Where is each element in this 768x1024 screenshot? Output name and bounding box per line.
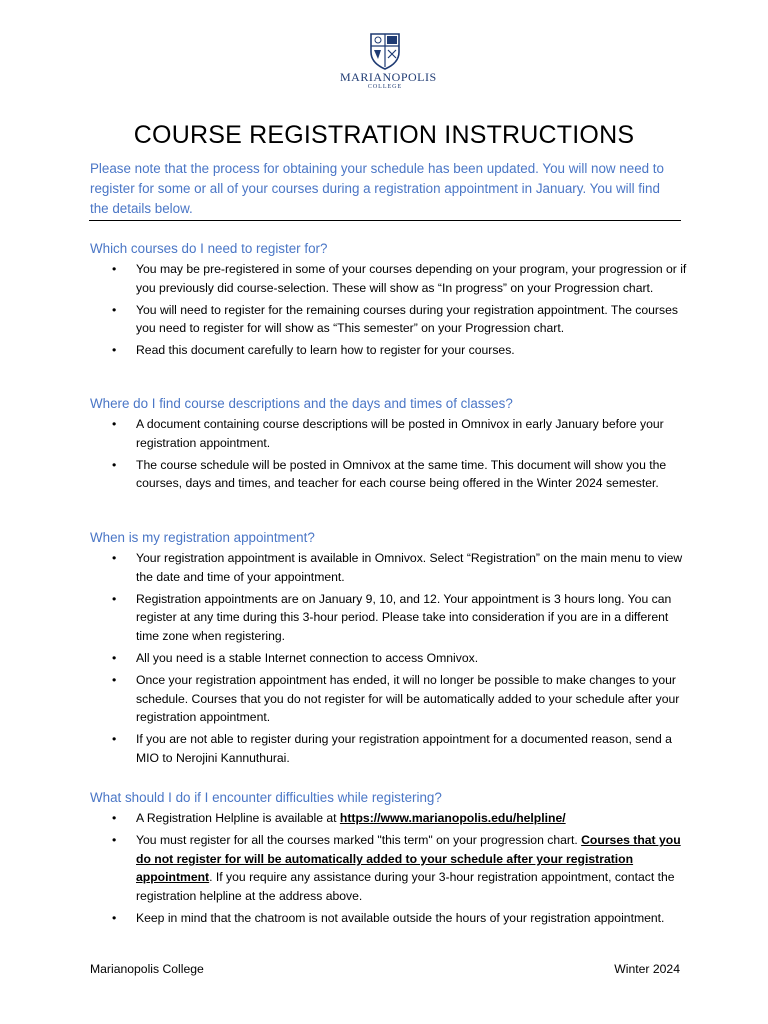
- bullet-icon: •: [112, 262, 117, 276]
- bullet-icon: •: [112, 551, 117, 565]
- intro-paragraph: Please note that the process for obtaining your schedule has been updated. You will now need to register for some or all of your courses during a registration appointment in January. You will find the details below.: [90, 161, 664, 216]
- list-item: [90, 909, 690, 928]
- bullet-text: Keep in mind that the chatroom is not available outside the hours of your registration appointment.: [136, 910, 665, 925]
- list-item: [90, 671, 690, 727]
- list-item: [90, 649, 690, 668]
- bullet-text: Registration appointments are on January 9, 10, and 12. Your appointment is 3 hours long. You can register at any time during this 3-hour period. Please take into consideration if you are in a different time zone when registering.: [136, 591, 672, 643]
- bullet-text: Read this document carefully to learn how to register for your courses.: [136, 343, 515, 358]
- list-item: [90, 260, 690, 297]
- list-item: [90, 831, 690, 905]
- list-item: [90, 415, 690, 452]
- bullet-icon: •: [112, 302, 117, 317]
- bullet-icon: •: [112, 833, 117, 848]
- emphasis-text: Courses that you do not register for will be automatically added to your schedule after your registration appointment: [136, 833, 681, 885]
- bullet-list: [90, 415, 690, 493]
- list-item: [90, 456, 690, 493]
- section-heading: What should I do if I encounter difficulties while registering?: [90, 790, 442, 805]
- bullet-icon: •: [112, 417, 117, 431]
- crest-icon: [368, 32, 402, 70]
- section-heading: Which courses do I need to register for?: [90, 241, 328, 256]
- list-item: [90, 341, 690, 360]
- bullet-text: All you need is a stable Internet connection to access Omnivox.: [136, 650, 479, 665]
- bullet-list: [90, 809, 690, 928]
- logo-wordmark: MARIANOPOLIS: [340, 70, 437, 84]
- bullet-text: Once your registration appointment has ended, it will no longer be possible to make changes to your schedule. Courses that you do not register for will be automatically added to your schedule after your registration appointment.: [136, 673, 680, 725]
- list-item: [90, 590, 690, 646]
- bullet-list: [90, 260, 690, 360]
- college-logo: [340, 32, 437, 96]
- page-title: COURSE REGISTRATION INSTRUCTIONS: [133, 121, 635, 149]
- bullet-icon: •: [112, 343, 117, 358]
- bullet-icon: •: [112, 732, 117, 747]
- bullet-text: The course schedule will be posted in Omnivox at the same time. This document will show you the courses, days and times, and teacher for each course being offered in the Winter 2024 semester.: [136, 457, 667, 491]
- section-registration-appointment: [90, 529, 690, 771]
- list-item: [90, 549, 690, 586]
- bullet-icon: •: [112, 811, 117, 825]
- helpline-link[interactable]: https://www.marianopolis.edu/helpline/: [339, 811, 566, 825]
- bullet-text: A document containing course descriptions will be posted in Omnivox in early January before your registration appointment.: [136, 417, 664, 450]
- bullet-icon: •: [112, 457, 117, 472]
- divider: [89, 220, 681, 221]
- section-course-descriptions: [90, 395, 690, 496]
- bullet-icon: •: [112, 650, 117, 665]
- bullet-icon: •: [112, 673, 117, 688]
- section-heading: When is my registration appointment?: [90, 530, 315, 545]
- section-heading: Where do I find course descriptions and the days and times of classes?: [90, 396, 513, 411]
- logo-subtitle: COLLEGE: [367, 84, 403, 90]
- bullet-text: If you are not able to register during your registration appointment for a documented reason, send a MIO to Nerojini Kannuthurai.: [136, 732, 672, 765]
- list-item: [90, 730, 690, 767]
- footer-college-name: Marianopolis College: [90, 962, 204, 976]
- bullet-text: You will need to register for the remaining courses during your registration appointment. The courses you need to register for will show as “This semester” on your Progression chart.: [136, 302, 678, 336]
- bullet-list: [90, 549, 690, 768]
- bullet-text: . If you require any assistance during your 3-hour registration appointment, contact the registration helpline at the address above.: [136, 870, 675, 903]
- section-which-courses: [90, 240, 690, 363]
- section-difficulties: [90, 789, 690, 931]
- bullet-icon: •: [112, 591, 117, 606]
- list-item: [90, 301, 690, 338]
- footer-term: Winter 2024: [614, 962, 680, 976]
- bullet-text: You must register for all the courses marked "this term" on your progression chart.: [136, 833, 582, 848]
- bullet-text: Your registration appointment is available in Omnivox. Select “Registration” on the main menu to view the date and time of your appointment.: [136, 551, 683, 584]
- bullet-icon: •: [112, 910, 117, 925]
- bullet-text: A Registration Helpline is available at: [136, 811, 340, 825]
- list-item: [90, 809, 690, 828]
- bullet-text: You may be pre-registered in some of your courses depending on your program, your progression or if you previously did course-selection. These will show as “In progress” on your Progression chart.: [136, 262, 687, 295]
